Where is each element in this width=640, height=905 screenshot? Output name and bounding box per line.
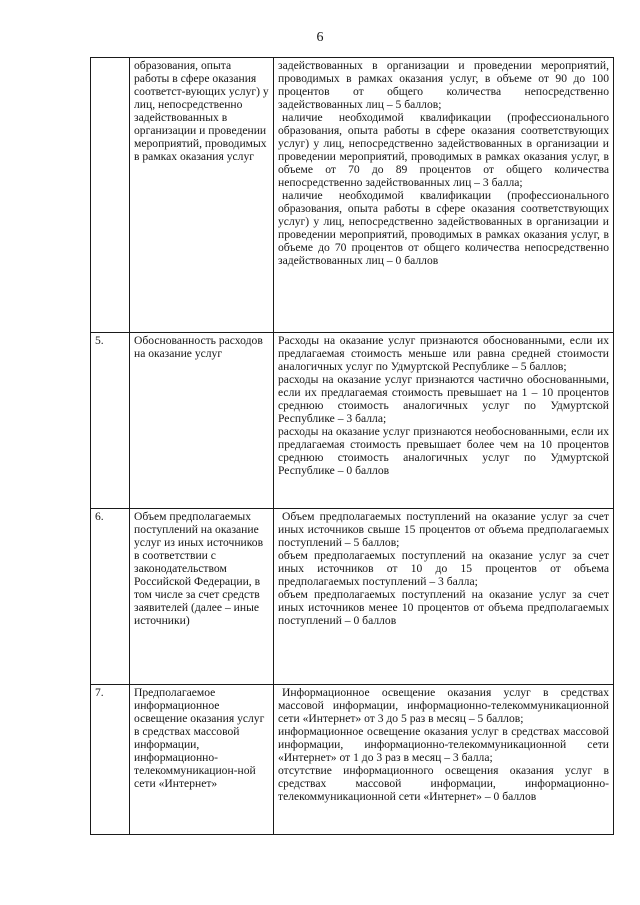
criterion-scoring [274,685,614,835]
scoring-item: Информационное освещение оказания услуг в средствах массовой информации, информационно-телекоммуникационной сети «Интернет» от 3 до 5 раз в месяц – 5 баллов; [278,686,609,725]
scoring-item: объем предполагаемых поступлений на оказание услуг за счет иных источников от 10 до 15 процентов от объема предполагаемых поступлений – 3 балла; [278,549,609,588]
scoring-item: объем предполагаемых поступлений на оказание услуг за счет иных источников менее 10 процентов от объема предполагаемых поступлений – 0 баллов [278,588,609,627]
row-number: 7. [91,685,130,835]
table-row [91,509,614,685]
row-number: 5. [91,333,130,509]
scoring-item: информационное освещение оказания услуг в средствах массовой информации, информационно-телекоммуникационной сети «Интернет» от 1 до 3 раз в месяц – 3 балла; [278,725,609,764]
table-row [91,58,614,333]
scoring-item: расходы на оказание услуг признаются необоснованными, если их предлагаемая стоимость превышает более чем на 10 процентов среднюю стоимость аналогичных услуг по Удмуртской Республике – 0 баллов [278,425,609,477]
page-number: 6 [316,30,324,45]
criterion-scoring [274,333,614,509]
table-row [91,685,614,835]
criterion-scoring [274,58,614,333]
criterion-name: Обоснованность расходов на оказание услуг [130,333,274,509]
criterion-name: Предполагаемое информационное освещение оказания услуг в средствах массовой информации, информационно-телекоммуникацион-ной сети «Интернет» [130,685,274,835]
criterion-name: образования, опыта работы в сфере оказания соответст-вующих услуг) у лиц, непосредственно задействованных в организации и проведении мероприятий, проводимых в рамках оказания услуг [130,58,274,333]
criteria-table [90,57,614,835]
row-number [91,58,130,333]
table-row [91,333,614,509]
scoring-item: Расходы на оказание услуг признаются обоснованными, если их предлагаемая стоимость меньше или равна средней стоимости аналогичных услуг по Удмуртской Республике – 5 баллов; [278,334,609,373]
scoring-item: Объем предполагаемых поступлений на оказание услуг за счет иных источников свыше 15 процентов от объема предполагаемых поступлений – 5 баллов; [278,510,609,549]
criterion-scoring [274,509,614,685]
scoring-item: расходы на оказание услуг признаются частично обоснованными, если их предлагаемая стоимость превышает на 1 – 10 процентов среднюю стоимость аналогичных услуг по Удмуртской Республике – 3 балла; [278,373,609,425]
scoring-item: задействованных в организации и проведении мероприятий, проводимых в рамках оказания услуг, в объеме от 90 до 100 процентов от общего количества непосредственно задействованных лиц – 5 баллов; [278,59,609,111]
row-number: 6. [91,509,130,685]
scoring-item: отсутствие информационного освещения оказания услуг в средствах массовой информации, информационно-телекоммуникационной сети «Интернет» – 0 баллов [278,764,609,803]
scoring-item: наличие необходимой квалификации (профессионального образования, опыта работы в сфере оказания соответствующих услуг) у лиц, непосредственно задействованных в организации и проведении мероприятий, проводимых в рамках оказания услуг, в объеме до 70 процентов от общего количества непосредственно задействованных лиц – 0 баллов [278,189,609,267]
scoring-item: наличие необходимой квалификации (профессионального образования, опыта работы в сфере оказания соответствующих услуг) у лиц, непосредственно задействованных в организации и проведении мероприятий, проводимых в рамках оказания услуг, в объеме от 70 до 89 процентов от общего количества непосредственно задействованных лиц – 3 балла; [278,111,609,189]
criterion-name: Объем предполагаемых поступлений на оказание услуг из иных источников в соответствии с законодательством Российской Федерации, в том числе за счет средств заявителей (далее – иные источники) [130,509,274,685]
